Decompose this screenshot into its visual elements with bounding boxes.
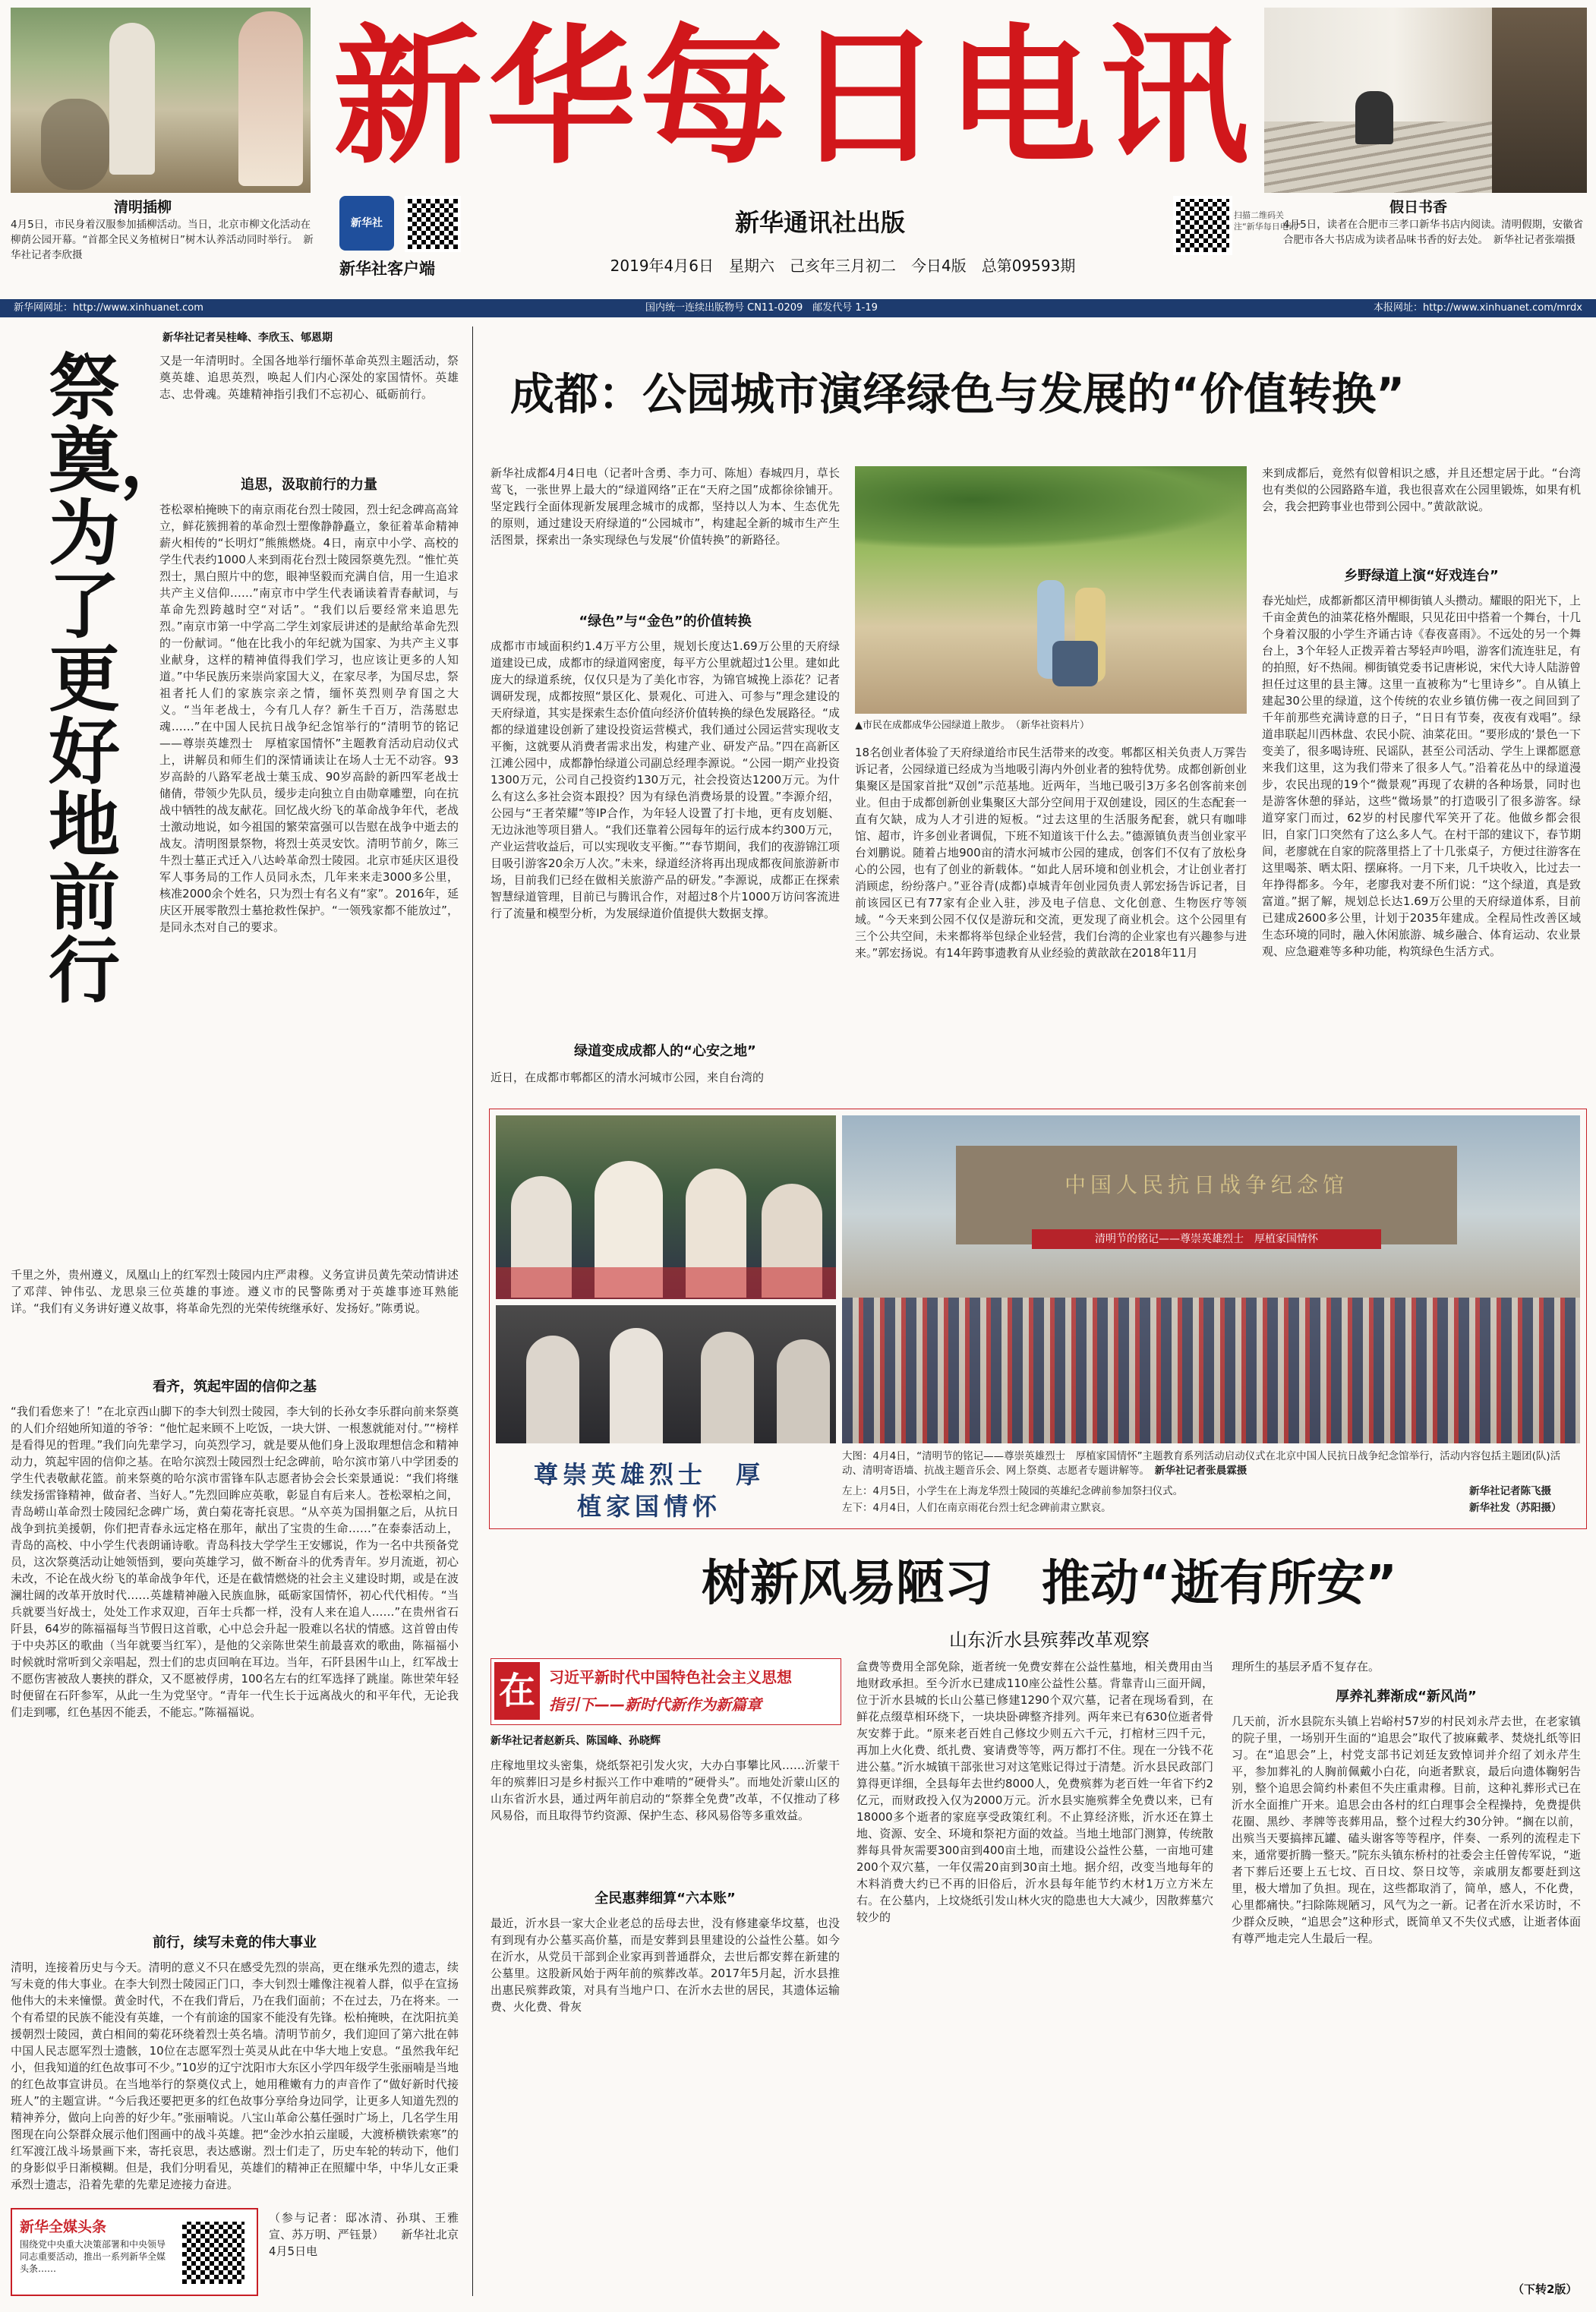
right-photo-caption: 4月5日，读者在合肥市三孝口新华书店内阅读。清明假期，安徽省合肥市各大书店成为读者品味书香的好去处。 新华社记者张端摄 [1283,219,1584,246]
left-story [11,322,466,2296]
series-label-char: 在 [494,1662,540,1720]
hero-credit-2: 新华社记者陈飞摄 [1469,1485,1551,1497]
linyi-story [480,1537,1588,2304]
chengdu-park-photo [855,466,1247,714]
chengdu-col3-top: 来到成都后，竟然有似曾相识之感，并且还想定居于此。“台湾也有类似的公园路路车道，我也很喜欢在公园里锻炼，如果有机会，我会把跨事业也带到公园中。”黄歆歆说。 [1262,466,1581,513]
chengdu-col2-body: 18名创业者体验了天府绿道给市民生活带来的改变。郫都区相关负责人万霁告诉记者，公园绿道已经成为当地吸引海内外创业者的独特优势。成都创新创业集聚区是国家首批“双创”示范基地。近两年，当地已吸引3万多名创客前来创业。但由于成都创新创业集聚区大部分空间用于双创建设，园区的生态配套一直有欠缺，成为人才引进的短板。“过去这里的生活服务配套，就只有咖啡馆、超市，许多创业者调侃，下班不知道该干什么去。”德源镇负责当创业家平台刘鹏说。随着占地900亩的清水河城市公园的建成，创客们不仅有了放松身心的公园，也有了创业的新载体。“如此人居环境和创业机会，才让创业者打消顾虑，纷纷落户。”亚谷青(成都)卓城青年创业园负责人郭宏扬告诉记者，目前该园区已有77家有企业入驻，涉及电子信息、文化创意、生物医疗等领域。“今天来到公园不仅仅是游玩和交流，更发现了商业机会。这个公园里有三个公共空间，未来都将举包绿企业轻营，我们台湾的企业家也有兴趣参与进来。”郭宏扬说。有14年跨事遗教育从业经验的黄歆歆在2018年11月 [855,746,1247,960]
mourners-photo [496,1305,836,1443]
left-story-para-2: 苍松翠柏掩映下的南京雨花台烈士陵园，烈士纪念碑高高耸立，鲜花簇拥着的革命烈士塑像静静矗立，象征着革命精神薪火相传的“长明灯”熊熊燃烧。4日，南京中小学、高校的学生代表约1000人来到雨花台烈士陵园祭奠先烈。“惟忙英烈士，黑白照片中的您，眼神坚毅而充满自信，用一生追求共产主义信仰……”南京市中学生代表诵读着青春献词，与革命先烈跨越时空“对话”。“我们以后要经常来追思先烈。”南京市第一中学高二学生刘家辰讲述的是献给革命先烈的一份献词。“他在比我小的年纪就为国家、为共产主义事业献身，这样的精神值得我们学习，也应该让更多的人知道。”中华民族历来崇尚家国大义，在家尽孝，为国尽忠，祭祖者托人们的家族宗亲之情，缅怀英烈则孕育国之大义。“当年老战士，今有几人存？新生千百万，浩荡慰忠魂……”在中国人民抗日战争纪念馆举行的“清明节的铭记——尊崇英雄烈士 厚植家国情怀”主题教育活动启动仪式上，讲解员和师生们的深情诵读让在场人士无不动容。93岁高龄的八路军老战士葉玉成、90岁高龄的新四军老战士储倩，带领少先队员，缓步走向独立自由勋章雕塑，向在抗战中牺牲的战友献花。回忆战火纷飞的革命战争年代，老战士激动地说，如今祖国的繁荣富强可以告慰在战争中逝去的战友。清明图景祭物，将烈士英灵安饮。清明节前夕，陈三牛烈士墓正式迁入八达岭革命烈士陵园。北京市延庆区退役军人事务局的工作人员同永杰，几年来来走3000多公里，核准2000余个姓名，只为烈士有名义有“家”。2016年，延庆区开展零散烈士墓抢救性保护。“一领残家都不能放过”，是同永杰对自己的要求。 [159,503,459,934]
qr-caption: 扫描二维码关注“新华每日电讯” [1234,210,1301,232]
linyi-col1-a: 庄稼地里坟头密集，烧纸祭祀引发火灾，大办白事攀比风……沂蒙干年的殡葬旧习是乡村振兴工作中难啃的“硬骨头”。而地处沂蒙山区的山东省沂水县，通过两年前启动的“祭葬全免费”改革，不仅推动了移风易俗，而且取得节约资源、保护生态、移风易俗等多重效益。 [490,1758,840,1822]
series-label [490,1658,841,1725]
series-label-line1: 习近平新时代中国特色社会主义思想 [549,1668,792,1686]
column-divider [472,326,473,2296]
info-bar-left: 新华网网址：http://www.xinhuanet.com [14,302,203,314]
info-bar [0,299,1596,317]
left-story-para-5: 清明，连接着历史与今天。清明的意义不只在感受先烈的崇高，更在继承先烈的遗志，续写未竟的伟大事业。在李大钊烈士陵园正门口，李大钊烈士雕像注视着人群，似乎在宣扬他伟大的未来憧憬。黄金时代，不在我们背后，乃在我们面前；不在过去，乃在将来。一个有希望的民族不能没有英雄，一个有前途的国家不能没有先锋。松柏掩映，在沈阳抗美援朝烈士陵园，黄白相间的菊花环绕着烈士英名墙。清明节前夕，我们迎回了第六批在韩中国人民志愿军烈士遗骸，10位在志愿军烈士英灵从此在中华大地上安息。“虽然我年纪小，但我知道的红色故事可不少。”10岁的辽宁沈阳市大东区小学四年级学生张丽喃是当地的红色故事宣讲员。在当地举行的祭奠仪式上，她用稚嫩有力的声音作了“做好新时代接班人”的主题宣讲。“今后我还要把更多的红色故事分享给身边同学，让更多人知道先烈的精神养分，做向上向善的好少年。”张丽喃说。八宝山革命公墓任强时广场上，几名学生用图现在向公祭群众展示他们图画中的战斗英雄。把“金沙水拍云崖暖，大渡桥横铁索寒”的红军渡江战斗场景画下来，寄托哀思，表达感谢。烈士们走了，历史车轮的转动下，他们的身影似乎日渐模糊。但是，我们分明看见，英雄们的精神正在照耀中华，中华儿女正秉承烈士遗志，沿着先辈的先辈足迹接力奋进。 [11,1960,459,2191]
masthead [0,0,1596,296]
chengdu-photo-caption: ▲市民在成都成华公园绿道上散步。 （新华社资料片） [855,720,1090,731]
info-bar-center: 国内统一连续出版物号 CN11-0209 邮发代号 1-19 [645,302,878,314]
date-line: 2019年4月6日 星期六 己亥年三月初二 今日4版 总第09593期 [610,257,1076,275]
newspaper-title: 新华每日电讯 [333,10,1254,185]
app-label: 新华社客户端 [339,260,435,278]
continued-note: （下转2版） [1512,2282,1578,2296]
linyi-col1-b: 最近，沂水县一家大企业老总的岳母去世，没有修建豪华坟墓，也没有到现有办公墓买高价墓，而是安葬到县里建设的公益性公墓。如今在沂水，从党员干部到企业家再到普通群众，去世后都安葬在新建的公墓里。这股新风始于两年前的殡葬改革。2017年5月起，沂水县推出惠民殡葬政策，对具有当地户口、在沂水去世的居民，其遗体运输费、火化费、骨灰 [490,1916,840,2014]
linyi-col3-a: 理所生的基层矛盾不复存在。 [1232,1660,1380,1673]
left-story-sub-3: 前行，续写未竟的伟大事业 [153,1935,317,1951]
chengdu-sub-3: 乡野绿道上演“好戏连台” [1344,568,1499,584]
left-story-sub-1: 追思，汲取前行的力量 [241,477,377,493]
wechat-qr-code [1173,196,1232,255]
hero-caption-1: 大图：4月4日，“清明节的铭记——尊崇英雄烈士 厚植家国情怀”主题教育系列活动启动仪式在北京中国人民抗日战争纪念馆举行，活动内容包括主题团(队)活动、清明寄语墙、抗战主题音乐会、网上祭奠、志愿者专题讲解等。 新华社记者张晨霖摄 [842,1450,1561,1477]
left-photo-title: 清明插柳 [114,199,172,216]
hero-photo-box [489,1109,1587,1529]
left-story-credits: （参与记者：邸冰清、孙琪、王雅宣、苏万明、严钰景） 新华社北京4月5日电 [269,2209,459,2293]
hero-credit-1: 新华社记者张晨霖摄 [1154,1465,1247,1477]
publisher: 新华通讯社出版 [734,208,905,237]
linyi-subtitle: 山东沂水县殡葬改革观察 [949,1629,1150,1651]
left-story-para-4: “我们看您来了！”在北京西山脚下的李大钊烈士陵园，李大钊的长孙女李乐群向前来祭奠的人们介绍她所知道的爷爷：“他忙起来顾不上吃饭，一块大饼、一根葱就能对付。”“榜样是看得见的哲理。”我们向先辈学习，向英烈学习，就是要从他们身上汲取理想信念和精神动力，筑起牢固的信仰之基。在哈尔滨烈士陵园烈士纪念碑前，哈尔滨市第八中学团委的学生代表敬献花篮。前来祭奠的哈尔滨市雷锋车队志愿者协会会长栾景通说：“我们将继续发扬雷锋精神，做奋者、当好人。”先烈回眸应英歌，彰显自有后来人。苍松翠柏之间，青岛崂山革命烈士陵园纪念碑广场，黄白菊花寄托哀思。“从卒英为国捐躯之后，从抗日战争到抗美援朝，你们把青春永远定格在那年，献出了宝贵的生命……”在泰泰活动上，青岛的高校、中小学生代表朗诵诗歌。青岛科技大学学生王安娜说，作为一名中共预备党员，这次祭奠活动让她领悟到，要向英雄学习，做不断奋斗的优秀青年。岁月流逝，初心未改，不论在战火纷飞的革命战争年代，还是在截情燃烧的社会主义建设时期，或是在波澜壮阔的改革开放时代……英雄精神融入民族血脉，砥砺家国情怀，初心代代相传。“当兵就要当好战士，处处工作求双迎，百年士兵都一样，没有人来在追人……”在贵州省石阡县，64岁的陈福福每当节假日这首歌，心中总会升起一股难以名状的情感。这首曾由传于中央苏区的歌曲（当年就要当红军），是他的父亲陈世荣生前最喜欢的歌曲，陈福福小时候就时常听到父亲唱起，烈士们的忠贞回响在耳边。当年，石阡县困牛山上，红军战士不愿伤害被敌人裹挟的群众，又不愿被俘虏，100名左右的红军选择了跳崖。陈世荣年轻时便留在石阡参军，从此一生为党坚守。“青年一代生长于远离战火的和平年代，无论我们走到哪，红色基因不能丢，不能忘。”陈福福说。 [11,1405,459,1719]
chengdu-col1-tail: 近日，在成都市郫都区的清水河城市公园，来自台湾的 [490,1071,765,1084]
right-masthead-photo [1264,8,1587,193]
students-saluting-photo [496,1115,836,1299]
museum-sign: 中国人民抗日战争纪念馆 [1064,1172,1348,1197]
hero-caption-2: 左上：4月5日，小学生在上海龙华烈士陵园的英雄纪念碑前参加祭扫仪式。 [842,1485,1184,1497]
left-story-para-1: 又是一年清明时。全国各地举行缅怀革命英烈主题活动，祭奠英雄、追思英烈，唤起人们内心深处的家国情怀。英雄志、忠骨魂。英雄精神指引我们不忘初心、砥砺前行。 [159,354,459,401]
left-story-headline: 祭奠，为了更好地前行 [49,347,192,1013]
ad-qr-code [179,2219,248,2287]
app-qr-code [405,196,461,252]
chengdu-headline: 成都：公园城市演绎绿色与发展的“价值转换” [510,368,1405,420]
chengdu-col3-body: 春光灿烂，成都新都区清甲柳街镇人头攒动。耀眼的阳光下，上千亩金黄色的油菜花格外醒眼，只见花田中搭着一个舞台，十几个身着汉服的小学生齐诵古诗《春夜喜雨》。不远处的另一个舞台上，3个年轻人正拨弄着古琴轻声吟唱，游客们流连驻足，有的拍照，好不热闹。柳街镇党委书记唐彬说，宋代大诗人陆游曾担任过这里的县主簿。这里一直被称为“七里诗乡”。自从镇上建起30公里的绿道，这个传统的农业乡镇仿佛一夜之间回到了千年前那些充满诗意的日子，“日日有节奏，夜夜有戏唱”。绿道串联起川西林盘、农民小院、油菜花田。“要形成的‘景色一下变美了，很多喝诗班、民谣队，甚至公司活动、学生上课都愿意来我们这里，这为我们带来了很多人气。”沿着花丛中的绿道漫步，农民出现的19个“微景观”再现了农耕的各种场景，同时也是游客休憩的驿站，这些“微场景”的打造吸引了很多游客。绿道穿家门而过，62岁的村民廖代军笑开了花。他做乡都会很旧，自家门口突然有了这么多人气。在村干部的建议下，春节期间，老廖就在自家的院落里搭上了十几张桌子，方便过往游客在这里喝茶、晒太阳、摆麻将。一月下来，几千块收入，比过去一年挣得都多。今年，老廖我对妻不所们说：“这个绿道，真是致富道。”据了解，规划总长达1.69万公里的天府绿道体系，目前已建成2600多公里，计划于2035年建成。全程局性改善区域生态环境的同时，融入休闲旅游、城乡融合、体育运动、农业景观、应急避难等多种功能，构筑绿色生活方式。 [1262,594,1581,958]
linyi-sub-1: 全民惠葬细算“六本账” [595,1891,736,1907]
linyi-sub-2: 厚养礼葬渐成“新风尚” [1336,1689,1477,1705]
left-masthead-photo [11,8,311,193]
left-story-sub-2: 看齐，筑起牢固的信仰之基 [153,1379,317,1395]
linyi-col2: 盒费等费用全部免除，逝者统一免费安葬在公益性墓地，相关费用由当地财政承担。至今沂水已建成110座公益性公墓。背靠青山三面开阔，位于沂水县城的长山公墓已修建1290个双穴墓，记者在现场看到，在鲜花点缀草相环绕下，一块块卧碑整齐排列。两年来已有630位逝者骨灰安葬于此。“原来老百姓自己修坟少则五六千元，打棺材三四千元，再加上火化费、纸扎费、宴请费等等，两万都打不住。现在一分钱不花进公墓。”沂水城镇干部张世习对这笔账记得过于清楚。沂水县民政部门算得更详细，全县每年去世约8000人，免费殡葬为老百姓一年省下约2亿元，而财政投入仅为2000万元。沂水县实施殡葬全免费以来，已有18000多个逝者的家庭享受政策红利。不止算经济账，沂水还在算土地、资源、安全、环境和祭祀方面的效益。当地土地部门测算，传统散葬每具骨灰需要300亩到400亩土地，而建设公益性公墓，一亩地可建200个双穴墓，一年仅需20亩到30亩土地。据介绍，改变当地每年的木料消费大约已不再的旧俗后，沂水县每年能节约木材1万立方米左右。在公墓内，上坟烧纸引发山林火灾的隐患也大大减少，因散葬墓穴较少的 [856,1660,1213,1924]
hero-caption-3: 左下：4月4日，人们在南京雨花台烈士纪念碑前肃立默哀。 [842,1502,1112,1514]
chengdu-story [480,322,1588,1134]
chengdu-col1-body: 成都市市域面积约1.4万平方公里，规划长度达1.69万公里的天府绿道建设已成，成都市的绿道网密度，每平方公里就超过1公里。建如此庞大的绿道系统，仅仅只是为了美化市容，为锦官城挽上添花？记者调研发现，成都按照“景区化、景观化、可进入、可参与”理念建设的天府绿道，其实是探索生态价值向经济价值转换的绿色发展路径。“成都的绿道建设创新了建设投资运营模式，我们通过公园运营实现收支平衡，这就要从消费者需求出发，构建产业、研发产品。”四在高新区江滩公园中，成都静怡绿道公司副总经理李源说。“公园一期产业投资1300万元，公司自己投资约130万元，社会投资达1200万元。为什么有这么多社会资本跟投？因为有绿色消费场景的设置。”李源介绍，公园与“王者荣耀”等IP合作，为年轻人设置了打卡地，更有皮划艇、无边泳池等项目猎人。“我们还靠着公园每年的运行成本约300万元，产业运营收益后，可以实现收支平衡。”“春节期间，我们的夜游锦江项目吸引游客20余万人次。”未来，绿道经济将再出现成都夜间旅游新市场，目前我们已经在做相关旅游产品的研发。”李源说，成都正在探索智慧绿道管理，目前已与腾讯合作，对超过8个片1000万访问客流进行了流量和模型分析，为发展绿道价值提供大数据支撑。 [490,639,840,920]
linyi-col3-b: 几天前，沂水县院东头镇上岩峪村57岁的村民刘永芹去世，在老家镇的院子里，一场别开生面的“追思会”取代了披麻戴孝、焚烧扎纸等旧习。在“追思会”上，村党支部书记刘廷友致悼词并介绍了刘永芹生平，参加葬礼的人胸前佩戴小白花，向逝者默哀，最后向遗体鞠躬告别，整个追思会简约朴素但不失庄重肃穆。目前，这种礼葬形式已在沂水全面推广开来。追思会由各村的红白理事会全程操持，免费提供花圈、黑纱、孝牌等丧葬用品，整个过程大约30分钟。“搁在以前，出殡当天要搞摔瓦罐、磕头谢客等等程序，伴奏、一系列的流程走下来，通常要折腾一整天。”院东头镇东桥村的社委会主任曾传军说，“逝者下葬后还要上五七坟、百日坟、祭日坟等，亲戚朋友都要赶到这里，极大增加了负担。现在，这些都取消了，简单，感人，不化费，心里都痛快。”扫除陈规陋习，风气为之一新。记者在沂水采访时，不少群众反映，“追思会”这种形式，既简单又不失仪式感，让逝者体面有尊严地走完人生最后一程。 [1232,1714,1581,1945]
right-photo-title: 假日书香 [1389,199,1448,216]
left-story-byline: 新华社记者吴桂峰、李欣玉、郇恩期 [162,332,333,344]
linyi-headline: 树新风易陋习 推动“逝有所安” [701,1556,1398,1612]
ad-box-title: 新华全媒头条 [20,2219,107,2235]
left-story-para-3: 千里之外，贵州遵义，凤凰山上的红军烈士陵园内庄严肃穆。义务宣讲员黄先荣动情讲述了邓萍、钟伟弘、龙思泉三位英雄的事迹。遵义市的民警陈勇对于英雄事迹耳熟能详。“我们有义务讲好遵义故事，将革命先烈的光荣传统继承好、发扬好。”陈勇说。 [11,1268,459,1315]
left-photo-caption: 4月5日，市民身着汉服参加插柳活动。当日，北京市柳文化活动在柳荫公园开幕。“首都全民义务植树日”树木认养活动同时举行。 新华社记者李欣摄 [11,219,314,261]
hero-caption-title: 尊崇英雄烈士 厚植家国情怀 [533,1460,765,1521]
hero-credit-3: 新华社发（苏阳摄） [1469,1502,1562,1514]
chengdu-sub-1: “绿色”与“金色”的价值转换 [579,613,752,629]
app-logo: 新华社 [339,196,394,251]
chengdu-lead: 新华社成都4月4日电（记者叶含勇、李力可、陈旭）春城四月，草长莺飞，一张世界上最大的“绿道网络”正在“天府之国”成都徐徐铺开。坚定践行全面体现新发展理念城市的成都，坚持以人为本、生态优先的原则，通过建设天府绿道的“公园城市”，构建起全新的城市生产生活图景，探索出一条实现绿色与发展“价值转换”的新路径。 [490,466,840,547]
banner: 清明节的铭记——尊崇英雄烈士 厚植家国情怀 [1032,1229,1381,1249]
ad-box-text: 围绕党中央重大决策部署和中央领导同志重要活动，推出一系列新华全媒头条…… [20,2239,166,2274]
linyi-byline: 新华社记者赵新兵、陈国峰、孙晓辉 [490,1735,661,1747]
museum-ceremony-photo [842,1115,1580,1443]
chengdu-sub-2: 绿道变成成都人的“心安之地” [574,1043,756,1059]
info-bar-right: 本报网址：http://www.xinhuanet.com/mrdx [1374,302,1582,314]
series-label-line2: 指引下——新时代新作为新篇章 [549,1695,762,1714]
ad-box[interactable] [11,2208,258,2296]
